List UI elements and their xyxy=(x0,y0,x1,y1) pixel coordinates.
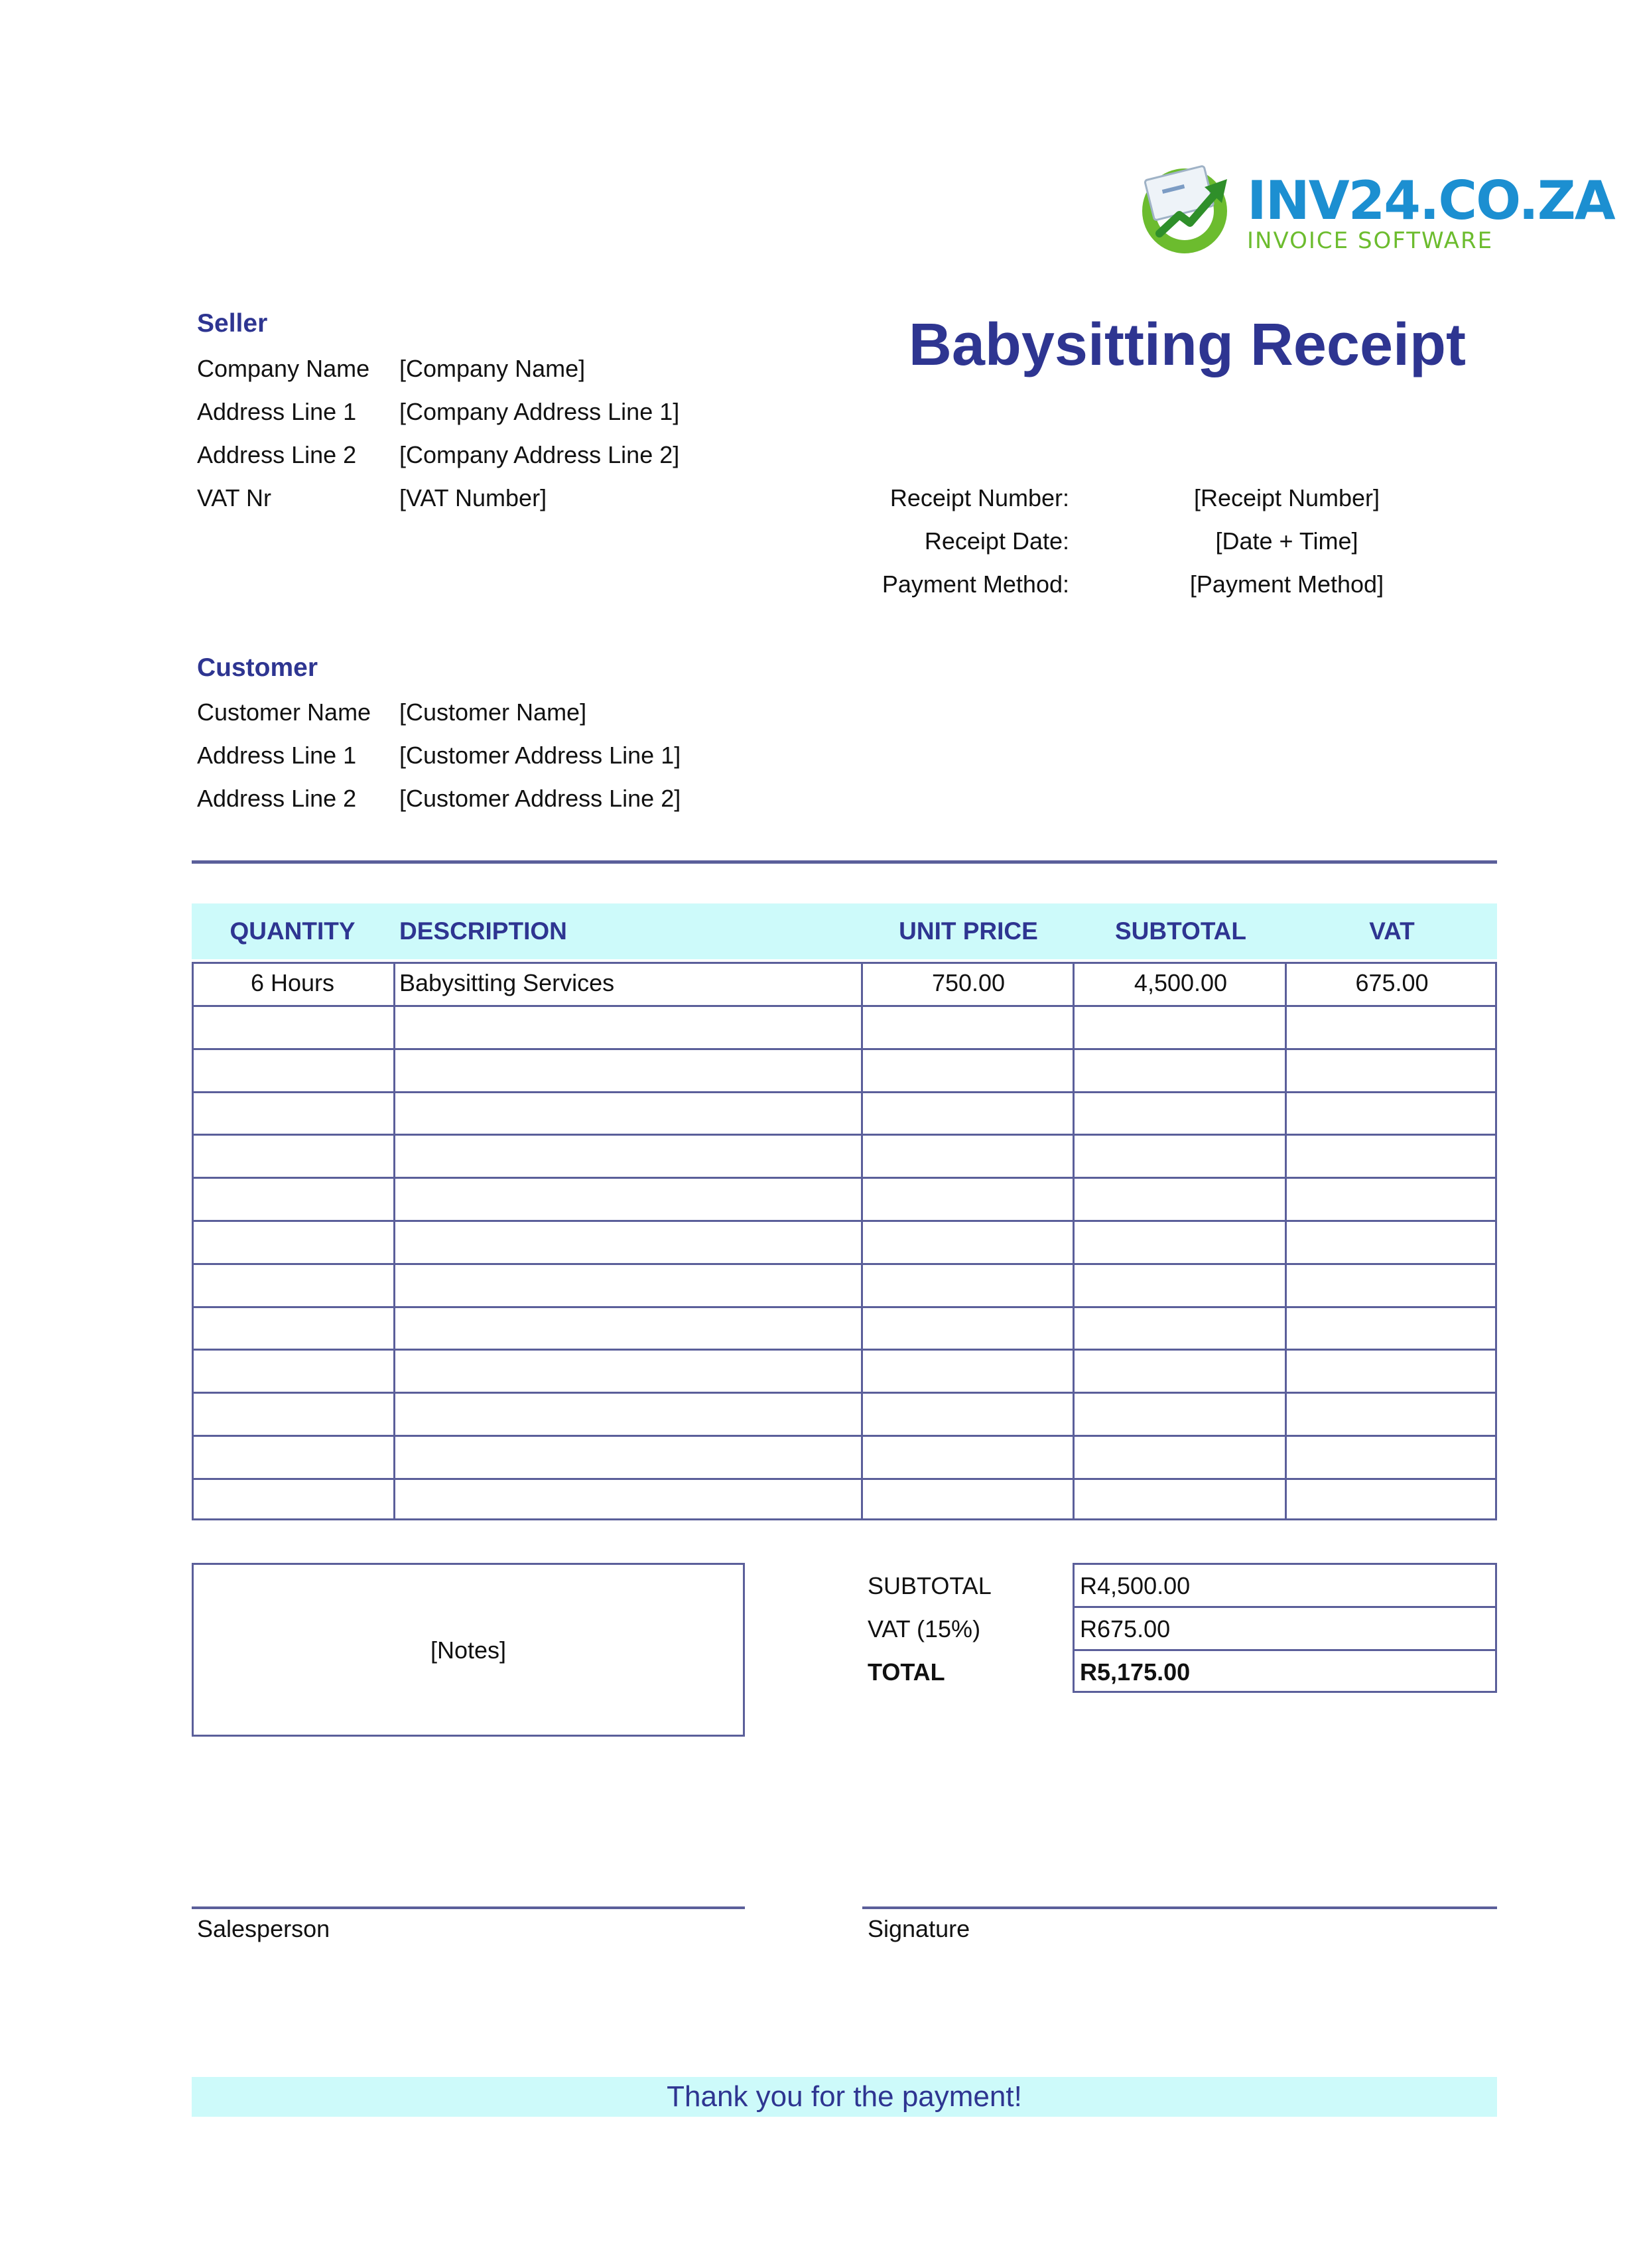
row-divider xyxy=(192,1177,1497,1179)
row-divider xyxy=(192,1005,1497,1007)
totals-divider xyxy=(1073,1606,1497,1608)
seller-value: [VAT Number] xyxy=(399,484,547,511)
row-divider xyxy=(192,1435,1497,1437)
row-divider xyxy=(192,1392,1497,1394)
customer-label: Address Line 2 xyxy=(197,785,357,812)
seller-value: [Company Address Line 1] xyxy=(399,398,680,425)
payment-method-value: [Payment Method] xyxy=(1189,570,1384,598)
row-divider xyxy=(192,1263,1497,1265)
row-divider xyxy=(192,1306,1497,1308)
customer-value: [Customer Address Line 1] xyxy=(399,742,681,769)
customer-label: Address Line 1 xyxy=(197,742,357,769)
vat-value: R675.00 xyxy=(1080,1615,1171,1642)
quantity-header: QUANTITY xyxy=(229,917,356,945)
salesperson-label: Salesperson xyxy=(197,1915,330,1942)
notes-text: [Notes] xyxy=(430,1636,507,1664)
seller-value: [Company Address Line 2] xyxy=(399,441,680,468)
seller-label: Address Line 2 xyxy=(197,441,357,468)
logo-tagline: INVOICE SOFTWARE xyxy=(1247,228,1494,254)
row-divider xyxy=(192,1091,1497,1093)
logo-wordmark xyxy=(1247,170,1614,254)
customer-value: [Customer Address Line 2] xyxy=(399,785,681,812)
row-divider xyxy=(192,1134,1497,1136)
logo-name: INV24.CO.ZA xyxy=(1247,170,1614,232)
seller-label: Address Line 1 xyxy=(197,398,357,425)
invoice-chart-logo-icon xyxy=(1133,154,1239,260)
item-description: Babysitting Services xyxy=(399,969,615,996)
total-value: R5,175.00 xyxy=(1080,1658,1191,1686)
signature-line xyxy=(862,1906,1497,1909)
subtotal-header: SUBTOTAL xyxy=(1114,917,1246,945)
receipt-date-label: Receipt Date: xyxy=(924,527,1069,555)
row-divider xyxy=(192,1220,1497,1222)
subtotal-label: SUBTOTAL xyxy=(868,1572,992,1599)
receipt-number-value: [Receipt Number] xyxy=(1193,484,1380,511)
thank-you-message: Thank you for the payment! xyxy=(667,2080,1022,2113)
receipt-date-value: [Date + Time] xyxy=(1215,527,1358,555)
row-divider xyxy=(192,1478,1497,1480)
salesperson-line xyxy=(192,1906,745,1909)
unit-price-header: UNIT PRICE xyxy=(899,917,1038,945)
row-divider xyxy=(192,1048,1497,1050)
row-divider xyxy=(192,1349,1497,1351)
signature-label: Signature xyxy=(868,1915,970,1942)
total-label: TOTAL xyxy=(868,1658,945,1686)
item-vat: 675.00 xyxy=(1355,969,1429,996)
item-quantity: 6 Hours xyxy=(250,969,335,996)
customer-value: [Customer Name] xyxy=(399,699,587,726)
section-divider xyxy=(192,860,1497,864)
item-unit-price: 750.00 xyxy=(931,969,1006,996)
subtotal-value: R4,500.00 xyxy=(1080,1572,1191,1599)
totals-divider xyxy=(1073,1649,1497,1651)
customer-label: Customer Name xyxy=(197,699,371,726)
receipt-number-label: Receipt Number: xyxy=(889,484,1069,511)
description-header: DESCRIPTION xyxy=(399,917,567,945)
seller-heading: Seller xyxy=(197,309,268,338)
item-subtotal: 4,500.00 xyxy=(1134,969,1228,996)
page-title: Babysitting Receipt xyxy=(908,312,1466,378)
seller-label: Company Name xyxy=(197,355,370,382)
seller-label: VAT Nr xyxy=(197,484,272,511)
vat-label: VAT (15%) xyxy=(868,1615,981,1642)
payment-method-label: Payment Method: xyxy=(882,570,1069,598)
customer-heading: Customer xyxy=(197,653,318,682)
vat-header: VAT xyxy=(1369,917,1415,945)
seller-value: [Company Name] xyxy=(399,355,586,382)
